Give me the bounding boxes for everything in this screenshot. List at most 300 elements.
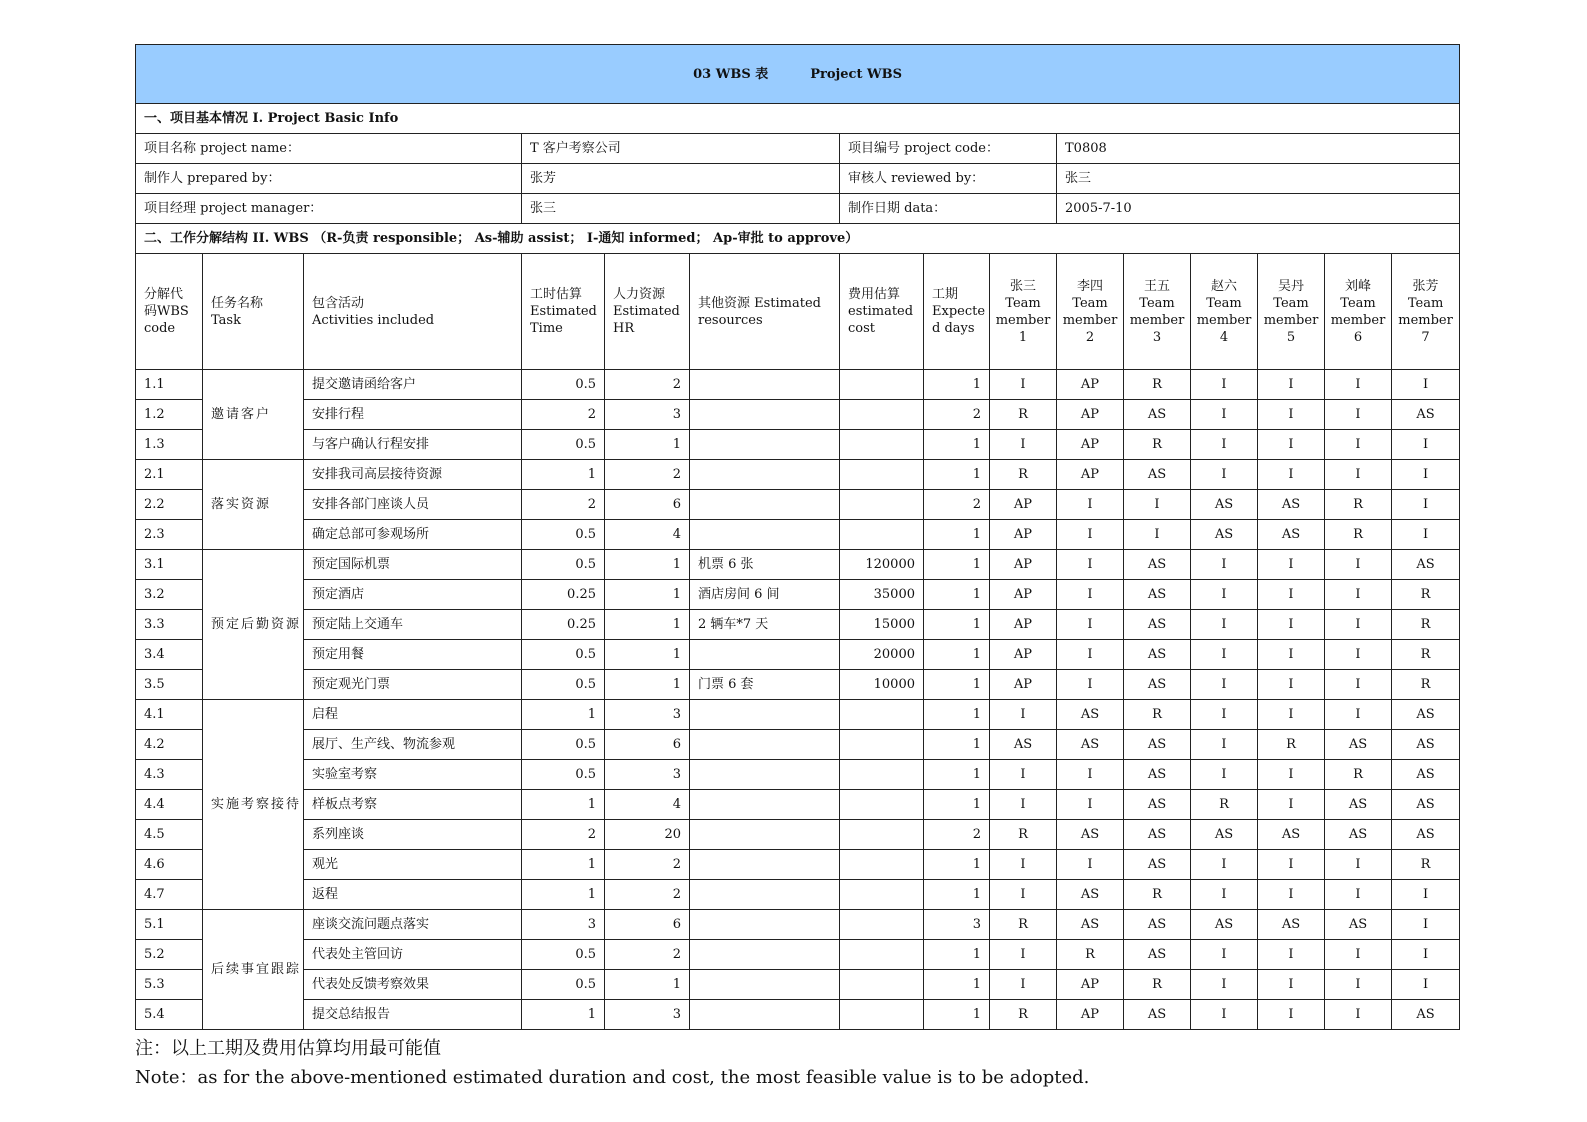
cell-role-member-2: AP	[1057, 460, 1124, 490]
cell-code: 2.1	[136, 460, 203, 490]
cell-role-member-4: I	[1191, 550, 1258, 580]
cell-code: 3.5	[136, 670, 203, 700]
cell-role-member-2: I	[1057, 490, 1124, 520]
cell-activity: 安排各部门座谈人员	[304, 490, 522, 520]
cell-role-member-1: R	[990, 460, 1057, 490]
cell-hr: 2	[605, 940, 690, 970]
cell-role-member-7: I	[1392, 370, 1460, 400]
cell-code: 1.3	[136, 430, 203, 460]
cell-role-member-6: R	[1325, 760, 1392, 790]
cell-code: 4.1	[136, 700, 203, 730]
cell-resources	[690, 400, 840, 430]
cell-code: 3.3	[136, 610, 203, 640]
cell-role-member-6: I	[1325, 880, 1392, 910]
cell-role-member-5: I	[1258, 610, 1325, 640]
cell-resources	[690, 820, 840, 850]
cell-role-member-3: AS	[1124, 400, 1191, 430]
section-basic-info-row	[136, 104, 1460, 134]
cell-time: 0.5	[522, 430, 605, 460]
cell-days: 2	[924, 490, 990, 520]
cell-role-member-2: I	[1057, 850, 1124, 880]
cell-role-member-7: AS	[1392, 730, 1460, 760]
cell-role-member-4: I	[1191, 430, 1258, 460]
table-row	[136, 640, 1460, 670]
cell-activity: 系列座谈	[304, 820, 522, 850]
cell-hr: 6	[605, 730, 690, 760]
cell-time: 0.5	[522, 550, 605, 580]
cell-role-member-3: AS	[1124, 730, 1191, 760]
header-time: 工时估算 Estimated Time	[522, 254, 605, 370]
header-member-2: 李四 Team member 2	[1057, 254, 1124, 370]
cell-hr: 3	[605, 700, 690, 730]
cell-role-member-7: R	[1392, 580, 1460, 610]
cell-role-member-6: I	[1325, 640, 1392, 670]
cell-role-member-6: I	[1325, 580, 1392, 610]
cell-role-member-2: AP	[1057, 1000, 1124, 1030]
cell-resources	[690, 490, 840, 520]
cell-cost	[840, 910, 924, 940]
cell-days: 1	[924, 610, 990, 640]
header-code: 分解代 码WBS code	[136, 254, 203, 370]
cell-time: 0.5	[522, 760, 605, 790]
info-value: 张三	[1057, 164, 1460, 194]
cell-activity: 预定陆上交通车	[304, 610, 522, 640]
cell-cost	[840, 700, 924, 730]
cell-role-member-6: I	[1325, 610, 1392, 640]
cell-role-member-7: R	[1392, 670, 1460, 700]
header-resources: 其他资源 Estimated resources	[690, 254, 840, 370]
cell-time: 0.25	[522, 610, 605, 640]
cell-role-member-7: R	[1392, 640, 1460, 670]
info-value: T 客户考察公司	[522, 134, 840, 164]
info-label: 项目名称 project name：	[136, 134, 522, 164]
cell-activity: 预定用餐	[304, 640, 522, 670]
cell-role-member-7: AS	[1392, 1000, 1460, 1030]
cell-role-member-6: I	[1325, 970, 1392, 1000]
cell-days: 1	[924, 760, 990, 790]
cell-activity: 实验室考察	[304, 760, 522, 790]
cell-role-member-4: AS	[1191, 520, 1258, 550]
cell-role-member-3: I	[1124, 490, 1191, 520]
cell-activity: 安排行程	[304, 400, 522, 430]
cell-activity: 预定国际机票	[304, 550, 522, 580]
cell-role-member-5: AS	[1258, 490, 1325, 520]
cell-role-member-7: AS	[1392, 400, 1460, 430]
cell-hr: 1	[605, 670, 690, 700]
cell-days: 1	[924, 940, 990, 970]
cell-role-member-5: I	[1258, 1000, 1325, 1030]
cell-role-member-1: R	[990, 1000, 1057, 1030]
header-member-4: 赵六 Team member 4	[1191, 254, 1258, 370]
cell-days: 1	[924, 550, 990, 580]
cell-resources	[690, 730, 840, 760]
cell-role-member-4: I	[1191, 730, 1258, 760]
cell-role-member-1: I	[990, 760, 1057, 790]
cell-days: 3	[924, 910, 990, 940]
cell-hr: 2	[605, 460, 690, 490]
cell-days: 1	[924, 430, 990, 460]
cell-hr: 6	[605, 490, 690, 520]
cell-role-member-2: AS	[1057, 820, 1124, 850]
cell-days: 1	[924, 880, 990, 910]
table-row	[136, 520, 1460, 550]
cell-role-member-5: AS	[1258, 910, 1325, 940]
cell-role-member-6: AS	[1325, 730, 1392, 760]
info-label: 项目经理 project manager：	[136, 194, 522, 224]
info-row	[136, 164, 1460, 194]
cell-role-member-6: AS	[1325, 820, 1392, 850]
cell-role-member-4: I	[1191, 610, 1258, 640]
table-row	[136, 370, 1460, 400]
cell-role-member-1: AP	[990, 490, 1057, 520]
info-row	[136, 194, 1460, 224]
table-row	[136, 580, 1460, 610]
cell-role-member-7: AS	[1392, 550, 1460, 580]
cell-role-member-3: AS	[1124, 820, 1191, 850]
cell-role-member-6: I	[1325, 370, 1392, 400]
cell-resources	[690, 790, 840, 820]
header-days: 工期 Expecte d days	[924, 254, 990, 370]
cell-role-member-5: I	[1258, 940, 1325, 970]
cell-time: 2	[522, 820, 605, 850]
cell-role-member-2: AS	[1057, 730, 1124, 760]
cell-resources	[690, 640, 840, 670]
cell-role-member-2: AP	[1057, 430, 1124, 460]
cell-role-member-1: AP	[990, 640, 1057, 670]
cell-role-member-7: AS	[1392, 820, 1460, 850]
cell-role-member-5: I	[1258, 580, 1325, 610]
cell-role-member-5: I	[1258, 700, 1325, 730]
cell-resources: 机票 6 张	[690, 550, 840, 580]
cell-role-member-7: I	[1392, 910, 1460, 940]
info-value: T0808	[1057, 134, 1460, 164]
cell-role-member-1: AP	[990, 670, 1057, 700]
cell-role-member-1: AP	[990, 520, 1057, 550]
cell-days: 1	[924, 580, 990, 610]
header-activities: 包含活动 Activities included	[304, 254, 522, 370]
cell-hr: 2	[605, 880, 690, 910]
cell-resources	[690, 910, 840, 940]
table-row	[136, 430, 1460, 460]
cell-code: 3.1	[136, 550, 203, 580]
cell-role-member-5: I	[1258, 400, 1325, 430]
cell-role-member-6: I	[1325, 400, 1392, 430]
cell-resources	[690, 1000, 840, 1030]
cell-time: 1	[522, 700, 605, 730]
cell-role-member-5: AS	[1258, 520, 1325, 550]
header-member-3: 王五 Team member 3	[1124, 254, 1191, 370]
table-row	[136, 790, 1460, 820]
cell-resources	[690, 370, 840, 400]
table-row	[136, 700, 1460, 730]
cell-code: 1.1	[136, 370, 203, 400]
cell-cost: 15000	[840, 610, 924, 640]
cell-resources	[690, 760, 840, 790]
cell-role-member-4: I	[1191, 670, 1258, 700]
header-member-7: 张芳 Team member 7	[1392, 254, 1460, 370]
info-value: 2005-7-10	[1057, 194, 1460, 224]
cell-days: 1	[924, 670, 990, 700]
cell-role-member-2: I	[1057, 610, 1124, 640]
cell-role-member-2: I	[1057, 520, 1124, 550]
cell-cost	[840, 970, 924, 1000]
cell-days: 2	[924, 400, 990, 430]
cell-code: 2.3	[136, 520, 203, 550]
cell-resources: 门票 6 套	[690, 670, 840, 700]
cell-role-member-7: I	[1392, 460, 1460, 490]
info-label: 制作日期 data：	[840, 194, 1057, 224]
cell-cost	[840, 460, 924, 490]
cell-role-member-6: I	[1325, 430, 1392, 460]
cell-role-member-4: I	[1191, 850, 1258, 880]
cell-role-member-3: AS	[1124, 550, 1191, 580]
cell-time: 1	[522, 790, 605, 820]
cell-role-member-6: I	[1325, 850, 1392, 880]
cell-cost	[840, 730, 924, 760]
cell-time: 1	[522, 1000, 605, 1030]
title-cn: 03 WBS 表	[693, 66, 769, 82]
cell-role-member-5: I	[1258, 670, 1325, 700]
cell-role-member-5: AS	[1258, 820, 1325, 850]
cell-role-member-7: I	[1392, 430, 1460, 460]
cell-hr: 4	[605, 790, 690, 820]
cell-role-member-3: AS	[1124, 910, 1191, 940]
cell-time: 1	[522, 880, 605, 910]
table-row	[136, 550, 1460, 580]
cell-role-member-7: I	[1392, 970, 1460, 1000]
cell-role-member-2: AP	[1057, 370, 1124, 400]
cell-resources: 2 辆车*7 天	[690, 610, 840, 640]
cell-code: 4.2	[136, 730, 203, 760]
cell-time: 0.5	[522, 940, 605, 970]
cell-role-member-6: I	[1325, 1000, 1392, 1030]
cell-hr: 3	[605, 1000, 690, 1030]
cell-cost	[840, 850, 924, 880]
cell-task: 实施考察接待	[203, 700, 304, 910]
cell-role-member-4: AS	[1191, 820, 1258, 850]
cell-days: 1	[924, 370, 990, 400]
cell-role-member-7: R	[1392, 850, 1460, 880]
cell-time: 0.5	[522, 520, 605, 550]
cell-days: 1	[924, 970, 990, 1000]
cell-role-member-4: I	[1191, 940, 1258, 970]
cell-cost: 10000	[840, 670, 924, 700]
cell-task: 落实资源	[203, 460, 304, 550]
header-member-1: 张三 Team member 1	[990, 254, 1057, 370]
cell-role-member-6: R	[1325, 490, 1392, 520]
table-row	[136, 400, 1460, 430]
cell-code: 1.2	[136, 400, 203, 430]
cell-role-member-2: AS	[1057, 700, 1124, 730]
cell-days: 1	[924, 700, 990, 730]
cell-code: 4.6	[136, 850, 203, 880]
table-row	[136, 970, 1460, 1000]
cell-activity: 样板点考察	[304, 790, 522, 820]
cell-cost	[840, 490, 924, 520]
cell-days: 1	[924, 790, 990, 820]
info-row	[136, 134, 1460, 164]
cell-activity: 座谈交流问题点落实	[304, 910, 522, 940]
cell-activity: 预定观光门票	[304, 670, 522, 700]
note-en: Note：as for the above-mentioned estimated duration and cost, the most feasible value is to be adopted.	[135, 1067, 1090, 1088]
cell-role-member-3: AS	[1124, 580, 1191, 610]
table-row	[136, 910, 1460, 940]
section-wbs-row	[136, 224, 1460, 254]
cell-cost	[840, 880, 924, 910]
table-row	[136, 880, 1460, 910]
cell-role-member-3: R	[1124, 700, 1191, 730]
cell-code: 4.3	[136, 760, 203, 790]
cell-cost	[840, 760, 924, 790]
table-row	[136, 610, 1460, 640]
cell-days: 1	[924, 640, 990, 670]
cell-role-member-7: AS	[1392, 760, 1460, 790]
cell-role-member-1: I	[990, 430, 1057, 460]
cell-role-member-7: I	[1392, 490, 1460, 520]
cell-hr: 1	[605, 640, 690, 670]
cell-hr: 1	[605, 550, 690, 580]
cell-role-member-4: AS	[1191, 910, 1258, 940]
cell-role-member-1: I	[990, 880, 1057, 910]
cell-role-member-3: R	[1124, 370, 1191, 400]
cell-role-member-5: I	[1258, 430, 1325, 460]
cell-hr: 2	[605, 850, 690, 880]
cell-role-member-2: AP	[1057, 970, 1124, 1000]
cell-task: 邀请客户	[203, 370, 304, 460]
cell-activity: 预定酒店	[304, 580, 522, 610]
cell-role-member-1: I	[990, 970, 1057, 1000]
info-label: 审核人 reviewed by：	[840, 164, 1057, 194]
section-basic-info-heading: 一、项目基本情况 I. Project Basic Info	[136, 104, 1460, 134]
table-row	[136, 850, 1460, 880]
table-row	[136, 940, 1460, 970]
cell-role-member-1: AS	[990, 730, 1057, 760]
cell-activity: 展厅、生产线、物流参观	[304, 730, 522, 760]
cell-role-member-3: AS	[1124, 460, 1191, 490]
cell-resources	[690, 970, 840, 1000]
cell-role-member-1: R	[990, 820, 1057, 850]
cell-role-member-4: I	[1191, 640, 1258, 670]
title-row	[136, 45, 1460, 104]
header-hr: 人力资源 Estimated HR	[605, 254, 690, 370]
cell-activity: 代表处反馈考察效果	[304, 970, 522, 1000]
cell-role-member-2: R	[1057, 940, 1124, 970]
cell-role-member-4: AS	[1191, 490, 1258, 520]
cell-cost: 120000	[840, 550, 924, 580]
cell-role-member-4: I	[1191, 580, 1258, 610]
cell-role-member-2: I	[1057, 550, 1124, 580]
cell-role-member-7: AS	[1392, 700, 1460, 730]
cell-role-member-4: R	[1191, 790, 1258, 820]
cell-activity: 启程	[304, 700, 522, 730]
cell-role-member-2: I	[1057, 580, 1124, 610]
info-label: 制作人 prepared by：	[136, 164, 522, 194]
cell-role-member-3: R	[1124, 970, 1191, 1000]
cell-role-member-5: R	[1258, 730, 1325, 760]
cell-role-member-7: I	[1392, 940, 1460, 970]
table-row	[136, 1000, 1460, 1030]
cell-role-member-5: I	[1258, 640, 1325, 670]
cell-code: 3.4	[136, 640, 203, 670]
cell-cost: 20000	[840, 640, 924, 670]
cell-code: 2.2	[136, 490, 203, 520]
cell-resources: 酒店房间 6 间	[690, 580, 840, 610]
cell-role-member-6: I	[1325, 460, 1392, 490]
header-member-6: 刘峰 Team member 6	[1325, 254, 1392, 370]
cell-code: 4.7	[136, 880, 203, 910]
cell-days: 1	[924, 460, 990, 490]
cell-time: 2	[522, 400, 605, 430]
cell-resources	[690, 880, 840, 910]
cell-activity: 确定总部可参观场所	[304, 520, 522, 550]
title-en: Project WBS	[810, 66, 902, 82]
cell-role-member-2: I	[1057, 670, 1124, 700]
cell-task: 预定后勤资源	[203, 550, 304, 700]
header-member-5: 吴丹 Team member 5	[1258, 254, 1325, 370]
cell-role-member-5: I	[1258, 460, 1325, 490]
cell-time: 1	[522, 850, 605, 880]
cell-cost: 35000	[840, 580, 924, 610]
table-row	[136, 820, 1460, 850]
cell-role-member-4: I	[1191, 760, 1258, 790]
cell-hr: 3	[605, 760, 690, 790]
cell-role-member-6: R	[1325, 520, 1392, 550]
wbs-table-body	[136, 45, 1460, 1030]
cell-cost	[840, 820, 924, 850]
cell-activity: 代表处主管回访	[304, 940, 522, 970]
cell-role-member-1: I	[990, 700, 1057, 730]
cell-role-member-2: AS	[1057, 880, 1124, 910]
cell-cost	[840, 370, 924, 400]
cell-cost	[840, 400, 924, 430]
cell-role-member-1: R	[990, 400, 1057, 430]
cell-resources	[690, 700, 840, 730]
table-row	[136, 670, 1460, 700]
cell-role-member-7: AS	[1392, 790, 1460, 820]
cell-role-member-2: I	[1057, 640, 1124, 670]
cell-code: 5.3	[136, 970, 203, 1000]
table-row	[136, 760, 1460, 790]
cell-activity: 安排我司高层接待资源	[304, 460, 522, 490]
cell-resources	[690, 430, 840, 460]
section-wbs-heading: 二、工作分解结构 II. WBS （R-负责 responsible； As-辅助 assist； I-通知 informed； Ap-审批 to approve）	[136, 224, 1460, 254]
cell-code: 4.5	[136, 820, 203, 850]
wbs-sheet	[135, 44, 1459, 1030]
cell-role-member-5: I	[1258, 790, 1325, 820]
cell-role-member-3: AS	[1124, 670, 1191, 700]
cell-hr: 1	[605, 430, 690, 460]
cell-time: 2	[522, 490, 605, 520]
cell-hr: 3	[605, 400, 690, 430]
cell-cost	[840, 1000, 924, 1030]
cell-code: 5.1	[136, 910, 203, 940]
cell-role-member-7: R	[1392, 610, 1460, 640]
cell-role-member-6: I	[1325, 550, 1392, 580]
cell-role-member-1: I	[990, 940, 1057, 970]
cell-role-member-4: I	[1191, 400, 1258, 430]
cell-hr: 1	[605, 580, 690, 610]
cell-activity: 提交邀请函给客户	[304, 370, 522, 400]
info-label: 项目编号 project code：	[840, 134, 1057, 164]
cell-cost	[840, 790, 924, 820]
cell-role-member-3: AS	[1124, 790, 1191, 820]
cell-hr: 4	[605, 520, 690, 550]
cell-activity: 与客户确认行程安排	[304, 430, 522, 460]
wbs-table	[135, 44, 1460, 1030]
cell-time: 0.5	[522, 370, 605, 400]
cell-hr: 1	[605, 970, 690, 1000]
cell-role-member-1: I	[990, 370, 1057, 400]
